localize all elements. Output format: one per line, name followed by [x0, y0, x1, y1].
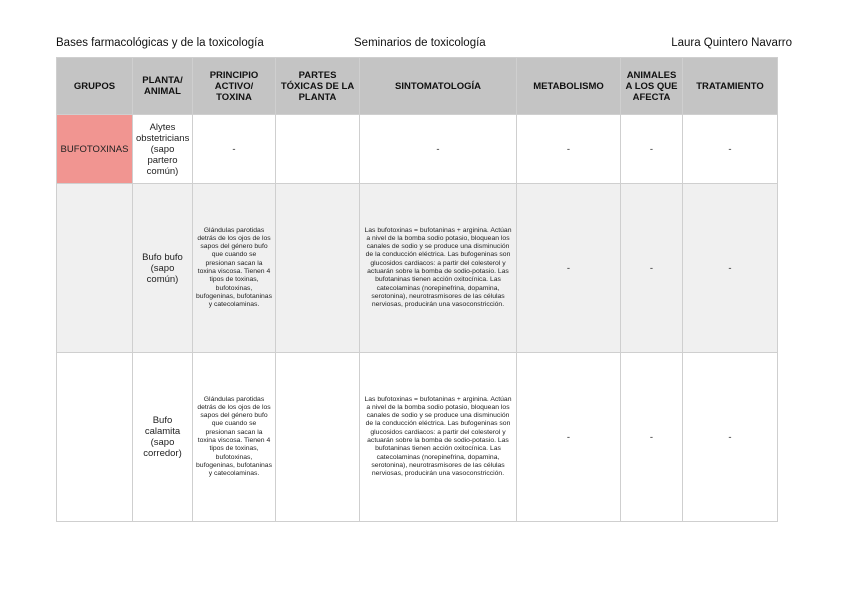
cell-grupo — [57, 184, 133, 353]
cell-grupo — [57, 353, 133, 522]
header-row — [57, 58, 778, 115]
col-header-principio-activo: PRINCIPIO ACTIVO/ TOXINA — [193, 58, 276, 115]
col-header-tratamiento: TRATAMIENTO — [683, 58, 778, 115]
col-header-grupos: GRUPOS — [57, 58, 133, 115]
toxicology-table — [56, 57, 778, 522]
col-header-metabolismo: METABOLISMO — [517, 58, 621, 115]
cell-tratamiento: - — [683, 184, 778, 353]
col-header-planta-animal: PLANTA/ ANIMAL — [133, 58, 193, 115]
cell-partes-toxicas — [276, 353, 360, 522]
table-row — [57, 115, 778, 184]
cell-partes-toxicas — [276, 115, 360, 184]
cell-principio-activo: Glándulas parotidas detrás de los ojos de los sapos del género bufo que cuando se presionan sacan la toxina viscosa. Tienen 4 tipos de toxinas, bufotoxinas, bufogeninas, bufotaninas y catecolaminas. — [193, 184, 276, 353]
cell-metabolismo: - — [517, 115, 621, 184]
col-header-sintomatologia: SINTOMATOLOGÍA — [360, 58, 517, 115]
table-row — [57, 184, 778, 353]
header-course-title: Bases farmacológicas y de la toxicología — [56, 37, 264, 49]
cell-planta-animal: Alytes obstetricians (sapo partero común) — [133, 115, 193, 184]
cell-animales: - — [621, 353, 683, 522]
page-header — [56, 37, 792, 51]
header-seminar-title: Seminarios de toxicología — [354, 37, 486, 49]
cell-planta-animal: Bufo bufo (sapo común) — [133, 184, 193, 353]
cell-sintomatologia: - — [360, 115, 517, 184]
cell-tratamiento: - — [683, 115, 778, 184]
header-author: Laura Quintero Navarro — [671, 37, 792, 49]
cell-tratamiento: - — [683, 353, 778, 522]
cell-animales: - — [621, 184, 683, 353]
col-header-partes-toxicas: PARTES TÓXICAS DE LA PLANTA — [276, 58, 360, 115]
cell-planta-animal: Bufo calamita (sapo corredor) — [133, 353, 193, 522]
cell-metabolismo: - — [517, 353, 621, 522]
cell-metabolismo: - — [517, 184, 621, 353]
cell-animales: - — [621, 115, 683, 184]
cell-principio-activo: - — [193, 115, 276, 184]
cell-sintomatologia: Las bufotoxinas = bufotaninas + arginina. Actúan a nivel de la bomba sodio potasio, bloquean los canales de sodio y se produce una disminución de la conducción eléctrica. Las bufogeninas son glucosidos cardiacos: a partir del colesterol y actuarán sobre la bomba de sodio-potasio. Las bufotaninas tienen acción oxitocínica. Las catecolaminas (norepinefrina, dopamina, serotonina), neurotrasmisores de las células nerviosas, producirán una vasoconstricción. — [360, 353, 517, 522]
col-header-animales: ANIMALES A LOS QUE AFECTA — [621, 58, 683, 115]
cell-partes-toxicas — [276, 184, 360, 353]
table-row — [57, 353, 778, 522]
cell-grupo: BUFOTOXINAS — [57, 115, 133, 184]
cell-sintomatologia: Las bufotoxinas = bufotaninas + arginina. Actúan a nivel de la bomba sodio potasio, bloquean los canales de sodio y se produce una disminución de la conducción eléctrica. Las bufogeninas son glucosidos cardiacos: a partir del colesterol y actuarán sobre la bomba de sodio-potasio. Las bufotaninas tienen acción oxitocínica. Las catecolaminas (norepinefrina, dopamina, serotonina), neurotrasmisores de las células nerviosas, producirán una vasoconstricción. — [360, 184, 517, 353]
cell-principio-activo: Glándulas parotidas detrás de los ojos de los sapos del género bufo que cuando se presionan sacan la toxina viscosa. Tienen 4 tipos de toxinas, bufotoxinas, bufogeninas, bufotaninas y catecolaminas. — [193, 353, 276, 522]
